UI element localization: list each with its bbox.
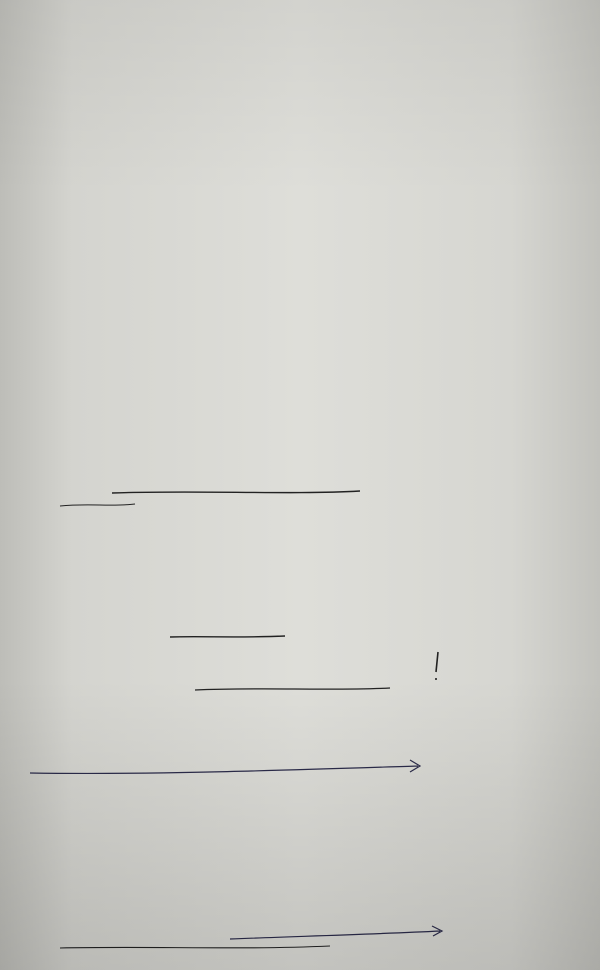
underline-akhmetov xyxy=(170,636,285,637)
exclamation-mark xyxy=(436,652,438,680)
arrow-to-note-1 xyxy=(30,760,420,773)
underline-bragin-2 xyxy=(60,504,135,506)
arrow-to-note-2 xyxy=(230,926,442,939)
underline-bragin-1 xyxy=(112,491,360,493)
underline-krants xyxy=(60,946,330,948)
underline-stelmashenko xyxy=(195,688,390,690)
